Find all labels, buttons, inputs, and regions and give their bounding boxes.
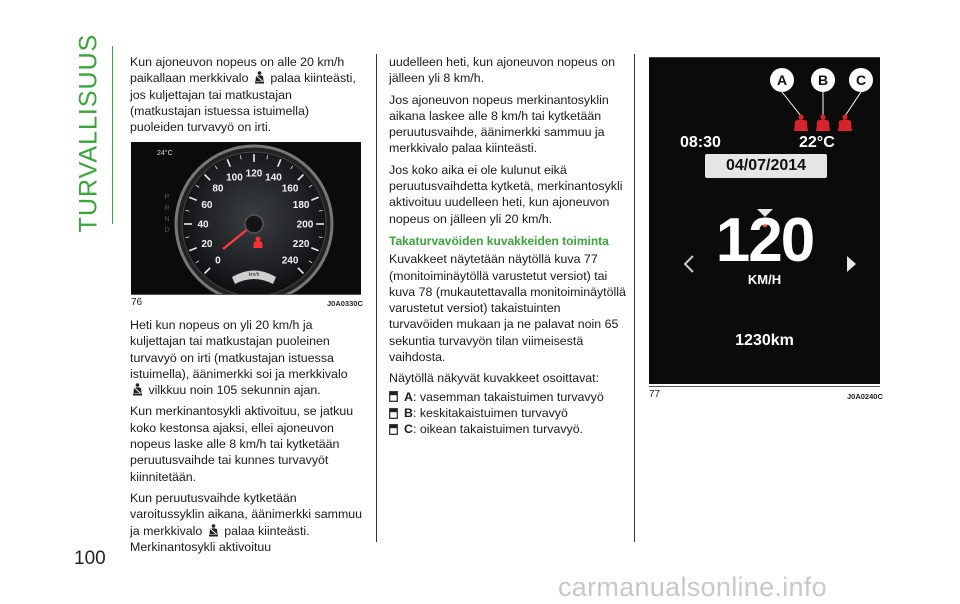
speed-tick-label: 240 [281,255,299,267]
gear-indicator: P R N D [164,194,170,234]
paragraph: uudelleen heti, kun ajoneuvon nopeus on jälleen yli 8 km/h. [389,55,615,86]
watermark: carmanualsonline.info [558,572,827,602]
callout-a: A [770,68,794,92]
speed-unit: KM/H [747,272,782,287]
seatbelt-warning-icon [208,524,219,537]
speedometer-dial [131,142,361,294]
rear-seatbelt-icon [389,391,398,402]
subheading: Takaturvavöiden kuvakkeiden toiminta [389,233,609,248]
clock: 08:30 [680,134,721,151]
seatbelt-warning-icon [254,71,265,84]
speed-tick-label: 180 [292,199,310,211]
odometer: 1230km [735,332,794,349]
list-item: A : vasemman takaistuimen turvavyö [389,389,627,405]
figure-code: J0A0240C [847,392,883,401]
column-divider [376,54,377,542]
page-number: 100 [74,548,106,569]
callout-b: B [811,68,835,92]
section-title-rule [112,46,113,224]
paragraph: Kun merkinantosykli aktivoituu, se jatkuu koko kestonsa ajaksi, ellei ajoneuvon nopeus laske alle 8 km/h tai kytketään peruutusvaihde tai kunnes turvavyöt kiinnitetään. [130,404,354,484]
list-item: B : keskitakaistuimen turvavyö [389,405,627,421]
rear-right-seatbelt-icon [838,114,852,131]
speed-unit-label: km/h [248,272,260,278]
speed-tick-label: 120 [245,168,263,180]
paragraph: Näytöllä näkyvät kuvakkeet osoittavat: [389,371,600,386]
column-divider [634,54,635,542]
figure-caption: 76 [131,297,143,308]
rear-center-seatbelt-icon [816,114,830,131]
cluster-temperature: 24°C [157,150,173,157]
figure-caption: 77 [649,389,661,400]
outside-temperature: 22°C [799,134,835,151]
speed-tick-label: 80 [212,183,224,195]
speed-tick-label: 60 [201,199,213,211]
speedometer-figure [131,142,361,294]
speed-tick-label: 160 [281,183,299,195]
speed-tick-label: 200 [296,219,314,231]
text-column-2 [389,54,627,438]
callout-c: C [849,68,873,92]
display-figure [649,58,880,384]
speed-tick-label: 20 [201,239,213,251]
figure-rule [131,294,361,295]
paragraph: Kun ajoneuvon nopeus on alle 20 km/h paikallaan merkkivalo palaa kiinteästi, jos kuljettajan tai matkustajan (matkustajan istuessa istuimella) puoleiden turvavyö on irti. [130,55,356,135]
speed-tick-label: 40 [197,219,209,231]
text-column-1-continued [130,317,365,560]
section-title: TURVALLISUUS [74,33,103,233]
seatbelt-warning-icon [132,383,143,396]
list-item: C : oikean takaistuimen turvavyö. [389,421,627,437]
speed-tick-label: 0 [215,255,221,267]
figure-code: J0A0330C [327,299,363,308]
paragraph: Kun peruutusvaihde kytketään varoitussyklin aikana, äänimerkki sammuu ja merkkivalo palaa kiinteästi. Merkinantosykli aktivoituu [130,490,363,554]
rear-left-seatbelt-icon [794,114,808,131]
rear-seatbelt-icon [389,424,398,435]
paragraph: Kuvakkeet näytetään näytöllä kuva 77 (monitoiminäytöllä varustetut versiot) tai kuva 78 (mukautettavalla monitoiminäytöllä varustetut versiot) takaistuinten turvavöiden mukaan ja ne palavat noin 65 sekuntia turvavyön tilan viimeisestä vaihdosta. [389,252,626,365]
date-bar: 04/07/2014 [705,154,827,178]
digital-speed: 120 [715,206,814,275]
speed-tick-label: 100 [226,172,243,184]
rear-seatbelt-icon [389,408,398,419]
paragraph: Heti kun nopeus on yli 20 km/h ja kuljettajan tai matkustajan puoleinen turvavyö on irti (matkustajan istuessa istuimella), äänimerkki soi ja merkkivalo vilkkuu noin 105 sekunnin ajan. [130,318,348,398]
text-column-1 [130,54,365,140]
speed-tick-label: 220 [292,239,310,251]
speed-tick-label: 140 [265,172,282,184]
paragraph: Jos ajoneuvon nopeus merkinantosyklin aikana laskee alle 8 km/h tai kytketään peruutusvaihde, äänimerkki sammuu ja merkkivalo palaa kiinteästi. [389,92,609,156]
figure-rule [649,386,880,387]
paragraph: Jos koko aika ei ole kulunut eikä peruutusvaihdetta kytketä, merkinantosykli aktivoituu uudelleen heti, kun ajoneuvon nopeus on jälleen yli 20 km/h. [389,162,623,226]
